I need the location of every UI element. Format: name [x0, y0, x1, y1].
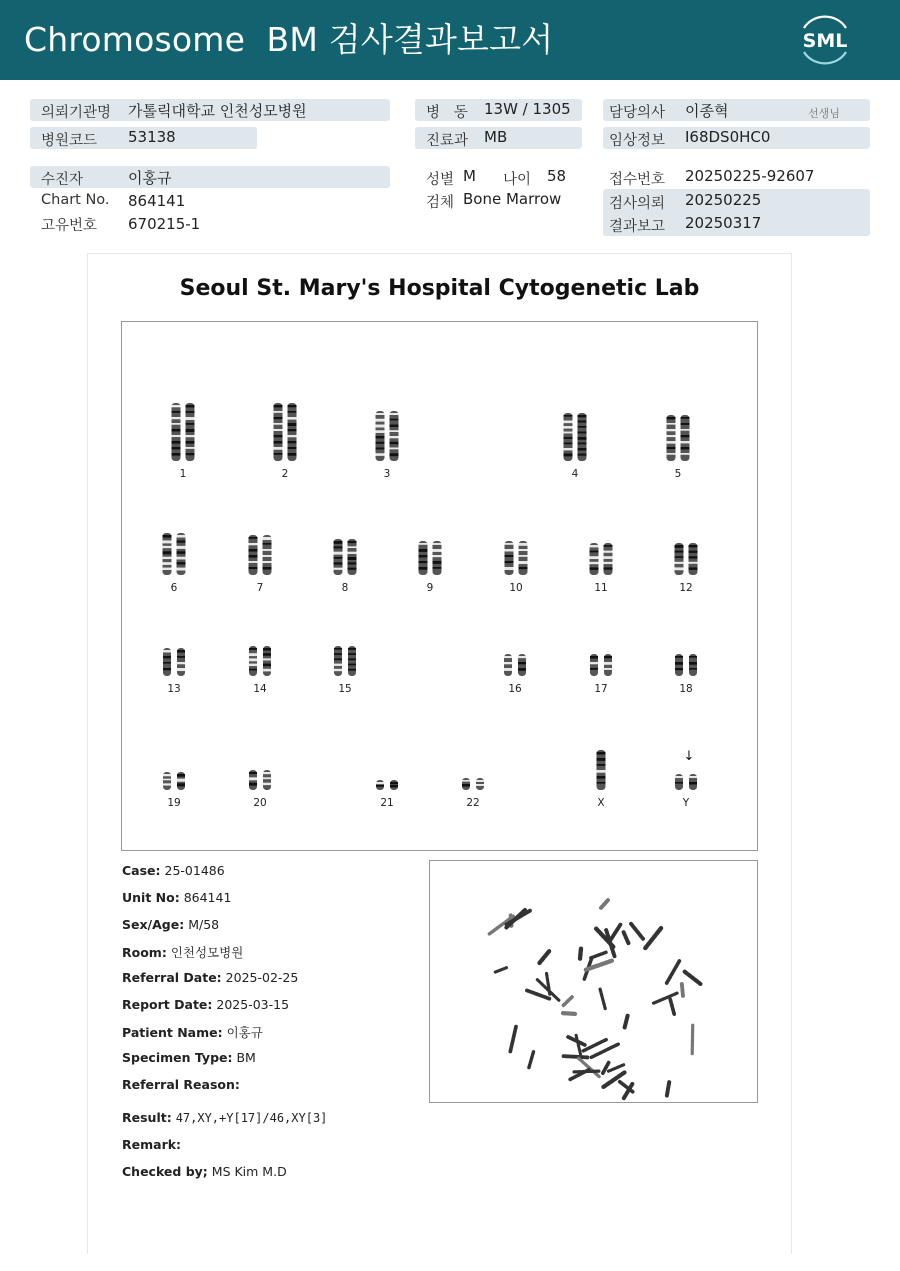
- metaphase-chromosome: [601, 900, 608, 908]
- doctor-label: 담당의사: [609, 105, 666, 121]
- metaphase-chromosome: [591, 952, 606, 958]
- metaphase-image: [429, 860, 758, 1103]
- row-bg-patient: [30, 166, 390, 188]
- clinical-label: 임상정보: [609, 133, 666, 149]
- chromosome-pair: [675, 774, 697, 790]
- report-title: Chromosome BM 검사결과보고서: [24, 20, 554, 59]
- age-label: 나이: [503, 172, 532, 188]
- chromosome-label: 20: [253, 797, 267, 809]
- metaphase-spread: [430, 861, 757, 1102]
- checked-value: MS Kim M.D: [211, 1164, 287, 1179]
- chromosome-label: 1: [179, 468, 187, 480]
- referral-date-label: Referral Date:: [122, 970, 222, 985]
- metaphase-chromosome: [564, 1056, 588, 1057]
- metaphase-chromosome: [574, 1071, 599, 1072]
- hospital-code-label: 병원코드: [41, 133, 98, 149]
- chromosome-label: 14: [253, 683, 267, 695]
- chromosome-pair: [274, 403, 297, 461]
- checked-label: Checked by;: [122, 1164, 208, 1179]
- specimen-type-line: [122, 1050, 256, 1065]
- metaphase-chromosome: [495, 968, 507, 973]
- case-line: [122, 863, 225, 878]
- chromosome-label: 8: [341, 582, 349, 594]
- chromosome-pair: [249, 535, 272, 575]
- referral-date-value: 2025-02-25: [225, 970, 299, 985]
- metaphase-chromosome: [670, 999, 674, 1014]
- chromosome-label: 9: [426, 582, 434, 594]
- metaphase-chromosome: [667, 1082, 669, 1095]
- chromosome-pair: [172, 403, 195, 461]
- receipt-value: 20250225-92607: [685, 167, 815, 185]
- ward-label: 병 동: [426, 105, 468, 121]
- patient-name-line: [122, 1023, 263, 1041]
- y-marker-arrow-icon: ↓: [683, 749, 695, 764]
- karyotype-image: [121, 321, 758, 851]
- chromosome-pair: [597, 750, 606, 790]
- specimen-type-label: Specimen Type:: [122, 1050, 233, 1065]
- lab-title: Seoul St. Mary's Hospital Cytogenetic Lab: [179, 276, 700, 301]
- patient-name-value: 이홍규: [226, 1025, 263, 1040]
- chromosome-pair: [564, 413, 587, 461]
- specimen-value: Bone Marrow: [463, 190, 562, 208]
- chromosome-pair: [462, 778, 484, 790]
- metaphase-chromosome: [529, 1052, 534, 1068]
- receipt-label: 접수번호: [609, 172, 666, 188]
- sexage-value: M/58: [188, 917, 220, 932]
- metaphase-chromosome: [527, 990, 549, 998]
- chromosome-label: 4: [571, 468, 579, 480]
- patient-label: 수진자: [41, 172, 84, 188]
- metaphase-chromosome: [609, 925, 620, 943]
- institution-value: 가톨릭대학교 인천성모병원: [128, 102, 307, 120]
- dept-label: 진료과: [426, 133, 469, 149]
- room-label: Room:: [122, 945, 167, 960]
- chromosome-label: 10: [509, 582, 523, 594]
- report-date-value: 2025-03-15: [216, 997, 290, 1012]
- patient-name-label: Patient Name:: [122, 1025, 223, 1040]
- chromosome-label: Y: [682, 797, 690, 809]
- metaphase-chromosome: [682, 984, 683, 997]
- specimen-label: 검체: [426, 195, 455, 211]
- chromosome-pair: [505, 541, 528, 575]
- request-value: 20250225: [685, 191, 762, 209]
- unit-value: 864141: [183, 890, 232, 905]
- metaphase-chromosome: [539, 951, 549, 963]
- chromosome-label: 15: [338, 683, 352, 695]
- id-label: 고유번호: [41, 218, 98, 234]
- chromosome-label: 19: [167, 797, 181, 809]
- referral-date-line: [122, 970, 298, 985]
- metaphase-chromosome: [645, 928, 662, 949]
- institution-label: 의뢰기관명: [41, 105, 112, 121]
- specimen-type-value: BM: [236, 1050, 256, 1065]
- chromosome-label: 21: [380, 797, 394, 809]
- report-date-label: Report Date:: [122, 997, 213, 1012]
- result-label: Result:: [122, 1110, 172, 1125]
- unit-label: Unit No:: [122, 890, 180, 905]
- chromosome-pair: [590, 654, 612, 676]
- chromosome-pair: [163, 648, 185, 676]
- chromosome-pair: [334, 646, 356, 676]
- patient-value: 이홍규: [128, 169, 172, 187]
- chromosome-pair: [376, 780, 398, 790]
- metaphase-chromosome: [603, 1072, 625, 1087]
- request-label: 검사의뢰: [609, 196, 666, 212]
- report-date-line: [122, 997, 289, 1012]
- dept-value: MB: [484, 128, 508, 146]
- id-value: 670215-1: [128, 215, 201, 233]
- logo-text: SML: [802, 30, 848, 52]
- chromosome-pair: [667, 415, 690, 461]
- chromosome-label: 6: [170, 582, 178, 594]
- metaphase-chromosome: [563, 997, 572, 1006]
- chromosome-label: 11: [594, 582, 608, 594]
- sexage-line: [122, 917, 219, 932]
- sexage-label: Sex/Age:: [122, 917, 185, 932]
- clinical-value: I68DS0HC0: [685, 128, 771, 146]
- sex-value: M: [463, 167, 476, 185]
- case-label: Case:: [122, 863, 161, 878]
- chromosome-label: 12: [679, 582, 693, 594]
- chromosome-label: 22: [466, 797, 480, 809]
- chromosome-label: 16: [508, 683, 522, 695]
- metaphase-chromosome: [580, 949, 581, 959]
- room-line: [122, 943, 243, 961]
- metaphase-chromosome: [608, 1065, 623, 1071]
- result-value: 47,XY,+Y[17]/46,XY[3]: [175, 1111, 328, 1125]
- ward-value: 13W / 1305: [484, 100, 571, 118]
- report-label: 결과보고: [609, 219, 666, 235]
- checked-line: [122, 1164, 287, 1179]
- chromosome-pair: [419, 541, 442, 575]
- chart-label: Chart No.: [41, 192, 110, 208]
- karyogram: [122, 322, 757, 850]
- chromosome-pair: [249, 646, 271, 676]
- sex-label: 성별: [426, 172, 455, 188]
- chromosome-label: 18: [679, 683, 693, 695]
- chromosome-label: X: [597, 797, 605, 809]
- sml-logo: [796, 12, 854, 66]
- metaphase-chromosome: [625, 1016, 628, 1028]
- report-value: 20250317: [685, 214, 762, 232]
- metaphase-chromosome: [685, 972, 701, 984]
- chromosome-label: 3: [383, 468, 391, 480]
- chromosome-pair: [249, 770, 271, 790]
- metaphase-chromosome: [563, 1013, 576, 1014]
- metaphase-chromosome: [510, 1027, 516, 1053]
- chromosome-label: 13: [167, 683, 181, 695]
- doctor-value: 이종혁: [685, 102, 729, 120]
- referral-reason-label: Referral Reason:: [122, 1077, 240, 1092]
- unit-line: [122, 890, 231, 905]
- referral-reason-line: [122, 1077, 240, 1092]
- metaphase-chromosome: [547, 973, 550, 995]
- metaphase-chromosome: [576, 1035, 580, 1054]
- chromosome-pair: [590, 543, 613, 575]
- chromosome-pair: [675, 654, 697, 676]
- karyotype-report-panel: [87, 253, 792, 1254]
- metaphase-chromosome: [692, 1025, 693, 1053]
- case-value: 25-01486: [164, 863, 225, 878]
- chromosome-label: 7: [256, 582, 264, 594]
- chromosome-pair: [504, 654, 526, 676]
- remark-line: [122, 1137, 181, 1152]
- metaphase-chromosome: [653, 993, 677, 1003]
- chromosome-label: 5: [674, 468, 682, 480]
- remark-label: Remark:: [122, 1137, 182, 1152]
- chromosome-pair: [334, 539, 357, 575]
- room-value: 인천성모병원: [170, 945, 244, 960]
- chromosome-pair: [376, 411, 399, 461]
- chromosome-pair: [675, 543, 698, 575]
- chart-value: 864141: [128, 192, 186, 210]
- hospital-code-value: 53138: [128, 128, 176, 146]
- doctor-suffix: 선생님: [808, 107, 840, 120]
- chromosome-pair: [163, 772, 185, 790]
- metaphase-chromosome: [624, 932, 629, 944]
- chromosome-pair: [163, 533, 186, 575]
- report-header: [0, 0, 900, 80]
- age-value: 58: [547, 167, 567, 185]
- chromosome-label: 17: [594, 683, 608, 695]
- metaphase-chromosome: [600, 989, 605, 1008]
- metaphase-chromosome: [631, 924, 643, 939]
- chromosome-label: 2: [281, 468, 289, 480]
- metaphase-chromosome: [666, 961, 679, 984]
- result-line: [122, 1110, 327, 1125]
